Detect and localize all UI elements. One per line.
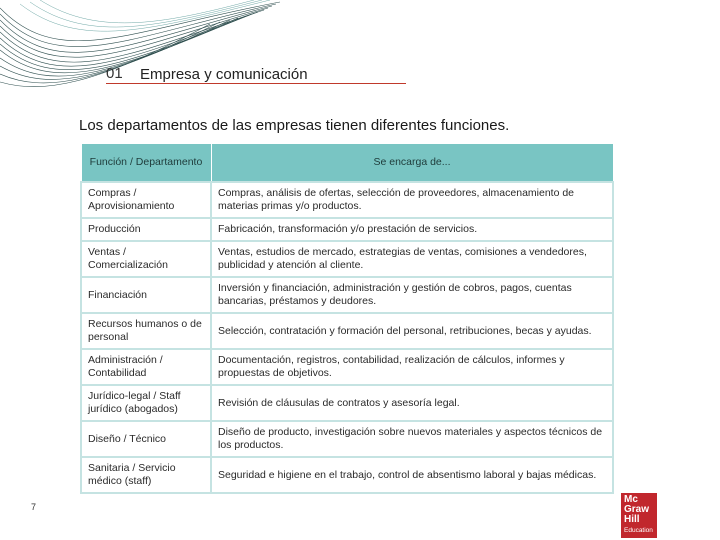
table-row (81, 241, 613, 277)
department-cell: Recursos humanos o de personal (81, 313, 211, 349)
table-row (81, 218, 613, 241)
department-cell: Ventas / Comercialización (81, 241, 211, 277)
table-row (81, 277, 613, 313)
task-cell: Documentación, registros, contabilidad, realización de cálculos, informes y propuestas de objetivos. (211, 349, 613, 385)
logo-line: Mc (624, 494, 638, 505)
mcgraw-hill-logo (621, 493, 657, 538)
department-cell: Diseño / Técnico (81, 421, 211, 457)
table-header-row (81, 144, 613, 183)
task-cell: Seguridad e higiene en el trabajo, control de absentismo laboral y bajas médicas. (211, 457, 613, 493)
task-cell: Inversión y financiación, administración y gestión de cobros, pagos, cuentas bancarias, préstamos y deudores. (211, 277, 613, 313)
section-number: 01 (106, 65, 123, 82)
page-number: 7 (31, 502, 37, 512)
logo-line: Hill (624, 514, 640, 525)
intro-text: Los departamentos de las empresas tienen diferentes funciones. (79, 117, 510, 134)
table-row (81, 385, 613, 421)
column-header-tasks: Se encarga de... (211, 144, 613, 183)
column-header-department: Función / Departamento (81, 144, 211, 183)
departments-table (80, 143, 614, 494)
table-row (81, 457, 613, 493)
task-cell: Diseño de producto, investigación sobre nuevos materiales y aspectos técnicos de los productos. (211, 421, 613, 457)
table-row (81, 182, 613, 218)
section-header (106, 63, 406, 84)
department-cell: Compras / Aprovisionamiento (81, 182, 211, 218)
logo-line: Education (624, 527, 653, 534)
task-cell: Fabricación, transformación y/o prestación de servicios. (211, 218, 613, 241)
table-row (81, 349, 613, 385)
task-cell: Selección, contratación y formación del personal, retribuciones, becas y ayudas. (211, 313, 613, 349)
task-cell: Compras, análisis de ofertas, selección de proveedores, almacenamiento de materias primas y/o productos. (211, 182, 613, 218)
department-cell: Administración / Contabilidad (81, 349, 211, 385)
department-cell: Sanitaria / Servicio médico (staff) (81, 457, 211, 493)
section-title: Empresa y comunicación (140, 66, 308, 83)
department-cell: Jurídico-legal / Staff jurídico (abogados) (81, 385, 211, 421)
table-row (81, 313, 613, 349)
task-cell: Ventas, estudios de mercado, estrategias de ventas, comisiones a vendedores, publicidad y atención al cliente. (211, 241, 613, 277)
department-cell: Financiación (81, 277, 211, 313)
logo-line: Graw (624, 504, 650, 515)
task-cell: Revisión de cláusulas de contratos y asesoría legal. (211, 385, 613, 421)
department-cell: Producción (81, 218, 211, 241)
table-row (81, 421, 613, 457)
